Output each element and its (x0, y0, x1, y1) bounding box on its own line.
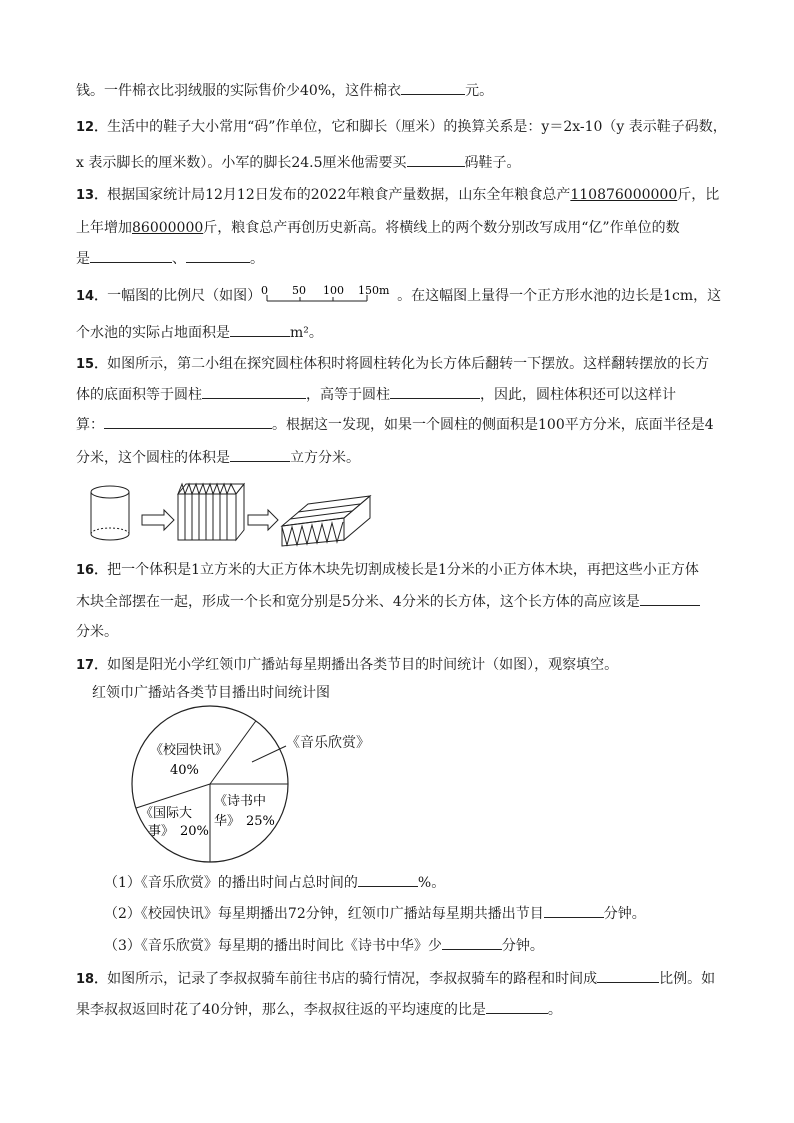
slice-label-xiaoyuan: 《校园快讯》 (150, 743, 229, 758)
question-number: 18． (76, 972, 108, 987)
q16-line-1: 16．把一个体积是1立方米的大正方体木块先切割成棱长是1分米的小正方体木块，再把这些小正方体 (76, 562, 699, 578)
q17-line-1: 17．如图是阳光小学红领巾广播站每星期播出各类节目的时间统计（如图），观察填空。 (76, 657, 619, 673)
question-number: 13． (76, 188, 108, 203)
cylinder-transform-figure (80, 476, 380, 548)
slice-pct-guoji: 20% (180, 824, 209, 839)
q18-line-1: 18．如图所示，记录了李叔叔骑车前往书店的骑行情况，李叔叔骑车的路程和时间成 比例。如 (76, 968, 715, 990)
answer-blank[interactable] (104, 414, 272, 429)
slice-boundary-guoji-xiaoyuan (136, 784, 210, 808)
q13-line-3: 是 、 。 (76, 248, 264, 269)
q17-sub-2: （2）《校园快讯》每星期播出72分钟，红领巾广播站每星期共播出节目 分钟。 (104, 903, 646, 924)
underlined-number: 86000000 (132, 220, 204, 236)
slice-label-music: 《音乐欣赏》 (286, 735, 370, 751)
scale-tick-label: 0 (261, 284, 269, 297)
scale-tick-label: 100 (323, 284, 345, 297)
q12-line-1: 12．生活中的鞋子大小常用“码”作单位，它和脚长（厘米）的换算关系是：y＝2x-10（y 表示鞋子码数， (76, 119, 727, 135)
answer-blank[interactable] (230, 322, 290, 337)
answer-blank[interactable] (544, 903, 604, 918)
chart-title: 红领巾广播站各类节目播出时间统计图 (92, 685, 330, 701)
music-leader-line (252, 746, 286, 762)
answer-blank[interactable] (186, 248, 250, 263)
sliced-cuboid-shape (178, 484, 244, 540)
slice-pct-shishu: 25% (246, 814, 275, 829)
q15-line-2: 体的底面积等于圆柱 ，高等于圆柱 ，因此，圆柱体积还可以这样计 (76, 384, 676, 405)
answer-blank[interactable] (597, 968, 659, 983)
q13-line-1: 13．根据国家统计局12月12日发布的2022年粮食产量数据，山东全年粮食总产110876000000斤，比 (76, 187, 720, 203)
q14-line-2: 个水池的实际占地面积是 m²。 (76, 322, 323, 343)
answer-blank[interactable] (640, 591, 700, 606)
slice-label-shishu-2: 华》 (214, 814, 241, 829)
q11-line: 钱。一件棉衣比羽绒服的实际售价少40%，这件棉衣 元。 (76, 80, 493, 101)
answer-blank[interactable] (90, 248, 172, 263)
answer-blank[interactable] (442, 935, 502, 950)
flipped-cuboid-shape (282, 496, 370, 546)
q14-line-1: 14．一幅图的比例尺（如图） 0 50 100 150m 。在这幅图上量得一个正方形水池的边长是1cm，这 (76, 284, 722, 304)
q15-line-3: 算： 。根据这一发现，如果一个圆柱的侧面积是100平方分米，底面半径是4 (76, 414, 714, 435)
q13-line-2: 上年增加86000000斤，粮食总产再创历史新高。将横线上的两个数分别改写成用“亿”作单位的数 (76, 220, 680, 236)
q17-sub-1: （1）《音乐欣赏》的播出时间占总时间的 %。 (104, 872, 445, 893)
slice-label-shishu: 《诗书中 (214, 794, 267, 809)
scale-bar (261, 284, 397, 306)
slice-pct-xiaoyuan: 40% (170, 763, 199, 778)
answer-blank[interactable] (486, 999, 548, 1014)
answer-blank[interactable] (407, 152, 465, 167)
question-number: 17． (76, 658, 108, 673)
answer-blank[interactable] (358, 872, 418, 887)
answer-blank[interactable] (202, 384, 306, 399)
answer-blank[interactable] (401, 80, 465, 95)
scale-tick-label: 50 (292, 284, 307, 297)
pie-chart (128, 704, 304, 864)
arrow-right-icon (142, 510, 174, 530)
q16-line-2: 木块全部摆在一起，形成一个长和宽分别是5分米、4分米的长方体，这个长方体的高应该是 (76, 591, 700, 612)
question-number: 16． (76, 563, 108, 578)
q12-line-2: x 表示脚长的厘米数）。小军的脚长24.5厘米他需要买 码鞋子。 (76, 152, 521, 173)
slice-label-guoji: 《国际大 (140, 806, 193, 821)
question-number: 14． (76, 289, 108, 304)
slice-label-guoji-2: 事》 (148, 824, 175, 839)
q15-line-1: 15．如图所示，第二小组在探究圆柱体积时将圆柱转化为长方体后翻转一下摆放。这样翻转摆放的长方 (76, 356, 710, 372)
q17-sub-3: （3）《音乐欣赏》每星期的播出时间比《诗书中华》少 分钟。 (104, 935, 544, 956)
q18-line-2: 果李叔叔返回时花了40分钟，那么，李叔叔往返的平均速度的比是 。 (76, 999, 562, 1020)
question-number: 12． (76, 120, 108, 135)
scale-tick-label: 150m (358, 284, 390, 297)
cylinder-shape (91, 486, 129, 540)
answer-blank[interactable] (390, 384, 480, 399)
arrow-right-icon (248, 510, 278, 530)
answer-blank[interactable] (230, 447, 290, 462)
underlined-number: 110876000000 (570, 187, 678, 203)
q16-line-3: 分米。 (76, 624, 118, 640)
q15-line-4: 分米，这个圆柱的体积是 立方分米。 (76, 447, 360, 468)
question-number: 15． (76, 357, 108, 372)
